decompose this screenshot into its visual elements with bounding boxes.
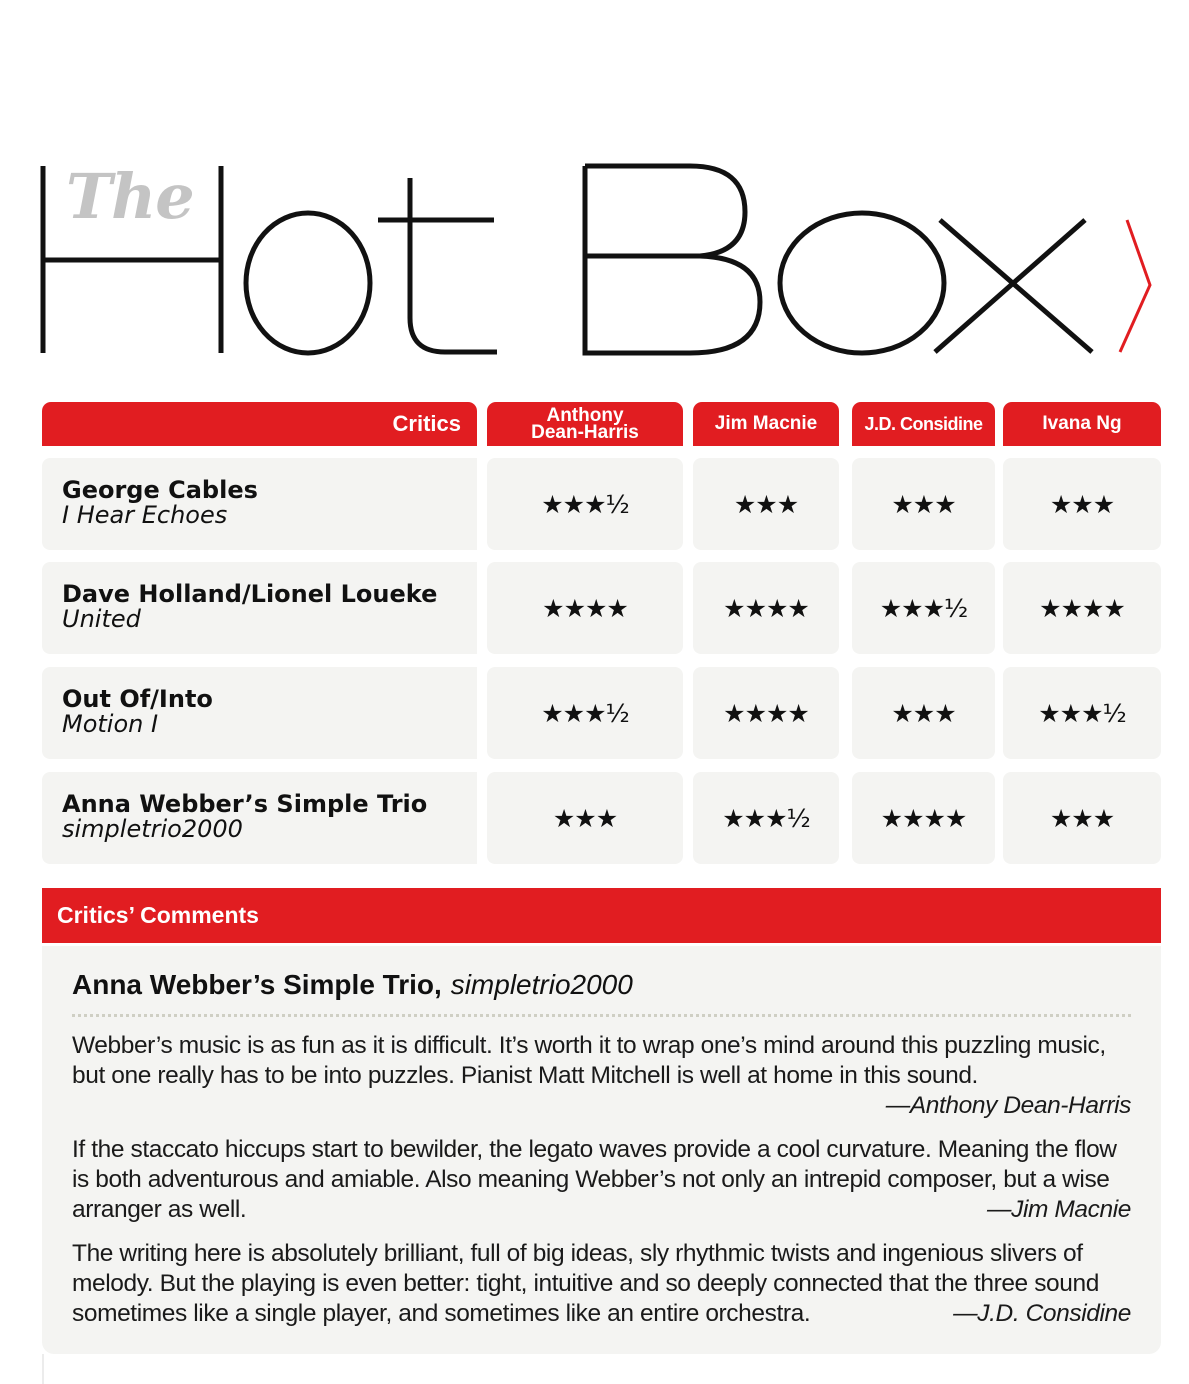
critic-header: J.D. Considine [852,402,995,446]
rating: ★★★ [852,458,995,550]
rating: ★★★★ [693,667,839,759]
comments-album-title: simpletrio2000 [450,969,633,1000]
rating: ★★★½ [1003,667,1161,759]
album-title: simpletrio2000 [62,815,243,844]
rating: ★★★½ [693,772,839,864]
artist-name: Dave Holland/Lionel Loueke [62,580,438,608]
artist-name: Out Of/Into [62,685,213,713]
rating: ★★★ [1003,772,1161,864]
critic-header: Ivana Ng [1003,402,1161,446]
album-title: United [62,605,141,634]
rating: ★★★★ [693,562,839,654]
rating: ★★★★ [852,772,995,864]
rating: ★★★½ [852,562,995,654]
critic-header: Jim Macnie [693,402,839,446]
comments-header: Critics’ Comments [42,888,1161,943]
artist-name: George Cables [62,476,258,504]
comment-text: If the staccato hiccups start to bewilder, the legato waves provide a cool curvature. Meaning the flow is both adventurous and amiable. Also meaning Webber’s not only an intrepid composer, but a wise arranger as well. [72,1135,1117,1223]
rating: ★★★ [693,458,839,550]
comments-body [42,946,1161,1354]
comment-byline: —Anthony Dean-Harris [885,1091,1131,1119]
rating: ★★★½ [487,458,683,550]
album-cell [42,562,477,654]
comment [72,1239,1131,1329]
masthead-the: The [66,160,194,233]
artist-name: Anna Webber’s Simple Trio [62,790,428,818]
album-cell [42,458,477,550]
comments-album-heading [72,968,1131,1017]
critics-label: Critics [42,402,477,446]
comment [72,1031,1131,1121]
masthead [0,0,1189,380]
chevron-right-icon [1120,220,1150,352]
album-title: I Hear Echoes [62,501,228,530]
rating: ★★★ [487,772,683,864]
letter-h [43,160,1092,353]
album-cell [42,667,477,759]
comment-text: The writing here is absolutely brilliant, full of big ideas, sly rhythmic twists and ingenious slivers of melody. But the playing is even better: tight, intuitive and so deeply connected that the three sound sometimes like a single player, and sometimes like an entire orchestra. [72,1239,1099,1327]
masthead-title: Hot Box [0,0,4,1]
comment-byline: —Jim Macnie [987,1195,1131,1223]
rating: ★★★ [1003,458,1161,550]
critic-header: Anthony Dean-Harris [487,402,683,446]
album-title: Motion I [62,710,159,739]
comment-text: Webber’s music is as fun as it is difficult. It’s worth it to wrap one’s mind around this puzzling music, but one really has to be into puzzles. Pianist Matt Mitchell is well at home in this sound. [72,1031,1106,1089]
rating: ★★★★ [487,562,683,654]
comment [72,1135,1131,1225]
rating: ★★★★ [1003,562,1161,654]
comment-byline: —J.D. Considine [953,1299,1131,1327]
rating: ★★★ [852,667,995,759]
album-cell [42,772,477,864]
comments-album-artist: Anna Webber’s Simple Trio, [72,969,442,1000]
rating: ★★★½ [487,667,683,759]
divider [42,1354,44,1384]
